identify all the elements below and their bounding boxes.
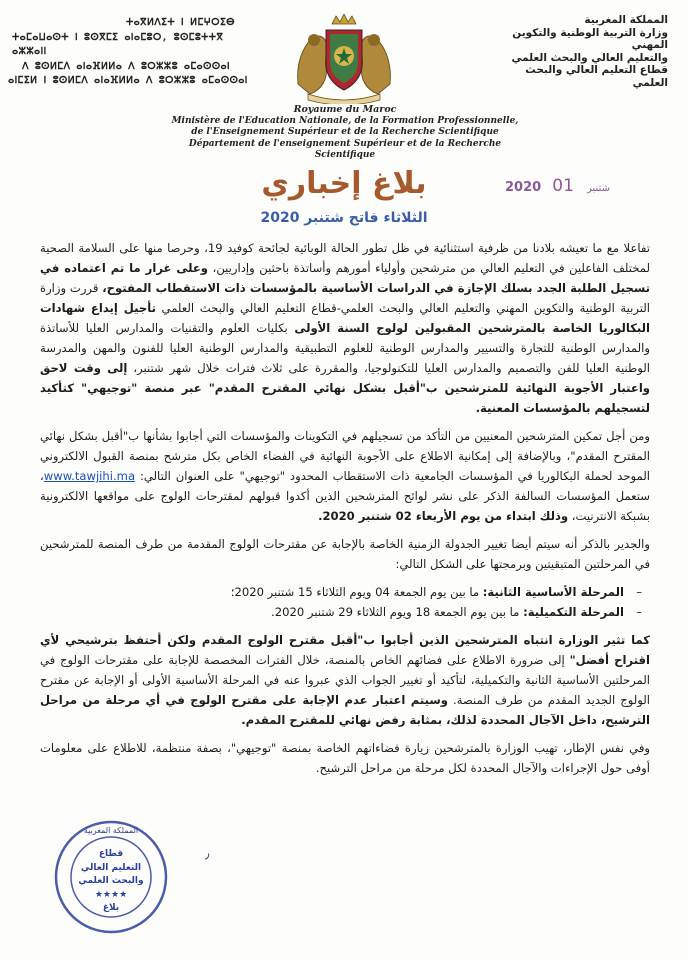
text-run: قررت وزارة التربية الوطنية والتكوين المهني والتعليم العالي والبحث العلمي-قطاع التعليم العالي والبحث العلمي	[40, 281, 650, 315]
letterhead-line: ⵜⴰⵎⴰⵡⴰⵙⵜ ⵏ ⵓⵙⴳⵎⵉ ⴰⵏⴰⵎⵓⵔ, ⵓⵙⵎⵓⵜⵜⴳ ⴰⵣⵣⴰⵏⵏ	[12, 31, 224, 57]
text-run-bold: وعلى غرار ما تم اعتماده في تسجيل الطلبة الجدد بسلك الإجازة في الدراسات الأساسية بالمؤسسات ذات الاستقطاب المفتوح،	[40, 261, 650, 295]
text-run: ، ستعمل المؤسسات السالفة الذكر على نشر لوائح المترشحين الذين أكدوا قبولهم لمقترحات الولوج على مواقعها الالكترونية بشبكة الانترنيت،	[40, 469, 650, 523]
page-subtitle: الثلاثاء فاتح شتنبر 2020	[260, 210, 428, 226]
coat-of-arms-emblem	[288, 14, 400, 104]
seal-stars: ★★★★	[94, 890, 128, 900]
letterhead-line: المملكة المغربية	[584, 14, 668, 26]
text-run-bold: وسيتم اعتبار عدم الإجابة على مقترح الولوج في أي مرحلة من مراحل الترشيح، داخل الآجال المحددة لذلك، بمثابة رفض نهائي للمقترح المقدم.	[40, 693, 650, 727]
seal-line: والبحث العلمي	[78, 876, 144, 886]
phase-dates: ما بين يوم الجمعة 04 ويوم الثلاثاء 15 شتنبر 2020؛	[230, 585, 483, 599]
list-item	[40, 602, 624, 622]
text-run-bold: إلى وقت لاحق واعتبار الأجوبة النهائية للمترشحين ب"أقبل بشكل نهائي المقترح المقدم" عبر منصة "توجيهي" كتأكيد لتسجيلهم بالمؤسسات المعنية.	[40, 361, 650, 415]
text-run: تفاعلا مع ما تعيشه بلادنا من ظرفية استثنائية في ظل تطور الحالة الوبائية لجائحة كوفيد 19، وحرصا منها على السلامة الصحية لمختلف الفاعلين في التعليم العالي من مترشحين وأولياء أمورهم وأساتذة باحثين وإداريين،	[40, 241, 650, 275]
paragraph	[40, 426, 650, 526]
list-item	[40, 582, 624, 602]
schedule-list	[40, 582, 650, 622]
date-stamp-year: 2020	[505, 180, 542, 195]
official-seal-stamp	[52, 818, 170, 936]
french-letterhead	[160, 104, 530, 162]
page-title: بلاغ إخباري	[261, 166, 427, 201]
seal-top-text: المملكة المغربية	[83, 826, 139, 835]
letterhead-line: والتعليم العالي والبحث العلمي	[511, 51, 668, 64]
signature-mark: ٫	[205, 846, 210, 862]
text-run-bold: وذلك ابتداء من يوم الأربعاء 02 شتنبر 2020.	[318, 509, 569, 523]
seal-line: قطاع	[98, 849, 124, 859]
text-run: بكليات العلوم والتقنيات والمدارس العليا للأساتذة والمدارس الوطنية للتجارة والتسيير والمدارس الوطنية للعلوم التطبيقية والمدارس الوطنية العليا للفنون والمهن والمدرسة الوطنية العليا للفن والتصميم والمدارس العليا للتكنولوجيا، والمقررة على ثلاث فترات خلال شهر شتنبر،	[40, 321, 651, 375]
letterhead-line: ⵜⴰⴳⵍⴷⵉⵜ ⵏ ⵍⵎⵖⵔⵉⴱ	[126, 17, 235, 28]
letterhead-line: ⴰⵏⵎⵉⵍ ⵏ ⵓⵙⵍⵎⴷ ⴰⵏⴰⴼⵍⵍⴰ ⴷ ⵓⵔⵣⵣⵓ ⴰⵎⴰⵙⵙⴰⵏ	[8, 75, 248, 86]
text-run-bold: تأجيل إيداع شهادات البكالوريا الخاصة بالمترشحين المقبولين لولوج السنة الأولى	[40, 301, 650, 335]
date-stamp-day: 01	[552, 176, 574, 196]
text-run: إلى ضرورة الاطلاع على فضائهم الخاص بالمنصة، خلال الفترات المخصصة للإجابة على مقترحات الولوج في المرحلتين الأساسية الثانية والتكميلية، لتأكيد أو تغيير الجواب الذي عبروا عنه في المرحلة الأساسية الأولى أو الإجابة عن مقترح الولوج الجديد المقدم من طرف المنصة.	[40, 653, 651, 707]
tawjihi-link[interactable]: www.tawjihi.ma	[43, 469, 136, 483]
paragraph: وفي نفس الإطار، تهيب الوزارة بالمترشحين زيارة فضاءاتهم الخاصة بمنصة "توجيهي"، بصفة منتظمة، للاطلاع على معلومات أوفى حول الإجراءات والآجال المحددة لكل مرحلة من مراحل الترشيح.	[40, 741, 650, 775]
seal-line: بلاغ	[102, 903, 120, 913]
letterhead-line: قطاع التعليم العالي والبحث العلمي	[525, 64, 668, 89]
text-run: ومن أجل تمكين المترشحين المعنيين من التأكد من تسجيلهم في التكوينات والمؤسسات التي أجابوا بشأنها ب"أقبل بشكل نهائي المقترح المقدم"، وبالإضافة إلى إمكانية الاطلاع على الأجوبة النهائية في الفضاء الخاص بكل مترشح بمنصة القبول الالكتروني الموحد لحملة البكالوريا في المؤسسات الجامعية ذات الاستقطاب المحدود "توجيهي" على العنوان التالي:	[40, 429, 650, 483]
document-body	[40, 238, 650, 786]
paragraph: والجدير بالذكر أنه سيتم أيضا تغيير الجدولة الزمنية الخاصة بالإجابة عن مقترحات الولوج المقدمة من طرف المنصة للمترشحين في المرحلتين المتبقيتين وبرمجتها على الشكل التالي:	[40, 537, 650, 571]
letterhead-line: Département de l'enseignement Supérieur et de la Recherche Scientifique	[188, 138, 502, 160]
seal-line: التعليم العالي	[80, 863, 142, 873]
tifinagh-letterhead	[8, 16, 258, 89]
arabic-letterhead	[498, 14, 668, 89]
letterhead-line: Ministère de l'Education Nationale, de la Formation Professionnelle,	[171, 115, 519, 126]
paragraph	[40, 238, 650, 418]
date-stamp-month: شتنبر	[587, 183, 610, 194]
phase-label: المرحلة الأساسية الثانية:	[482, 585, 624, 599]
letterhead-line: Royaume du Maroc	[293, 104, 397, 115]
letterhead-line: وزارة التربية الوطنية والتكوين المهني	[512, 26, 668, 51]
letterhead-line: de l'Enseignement Supérieur et de la Recherche Scientifique	[191, 127, 499, 137]
phase-label: المرحلة التكميلية:	[523, 605, 624, 619]
paragraph	[40, 630, 650, 730]
phase-dates: ما بين يوم الجمعة 18 ويوم الثلاثاء 29 شتنبر 2020.	[271, 605, 524, 619]
letterhead-line: ⴷ ⵓⵙⵍⵎⴷ ⴰⵏⴰⴼⵍⵍⴰ ⴷ ⵓⵔⵣⵣⵓ ⴰⵎⴰⵙⵙⴰⵏ	[22, 60, 231, 72]
text-run-bold: كما تثير الوزارة انتباه المترشحين الذين أجابوا ب"أقبل مقترح الولوج المقدم ولكن أحتفظ بترشيحي لأي اقتراح أفضل"	[40, 633, 650, 667]
